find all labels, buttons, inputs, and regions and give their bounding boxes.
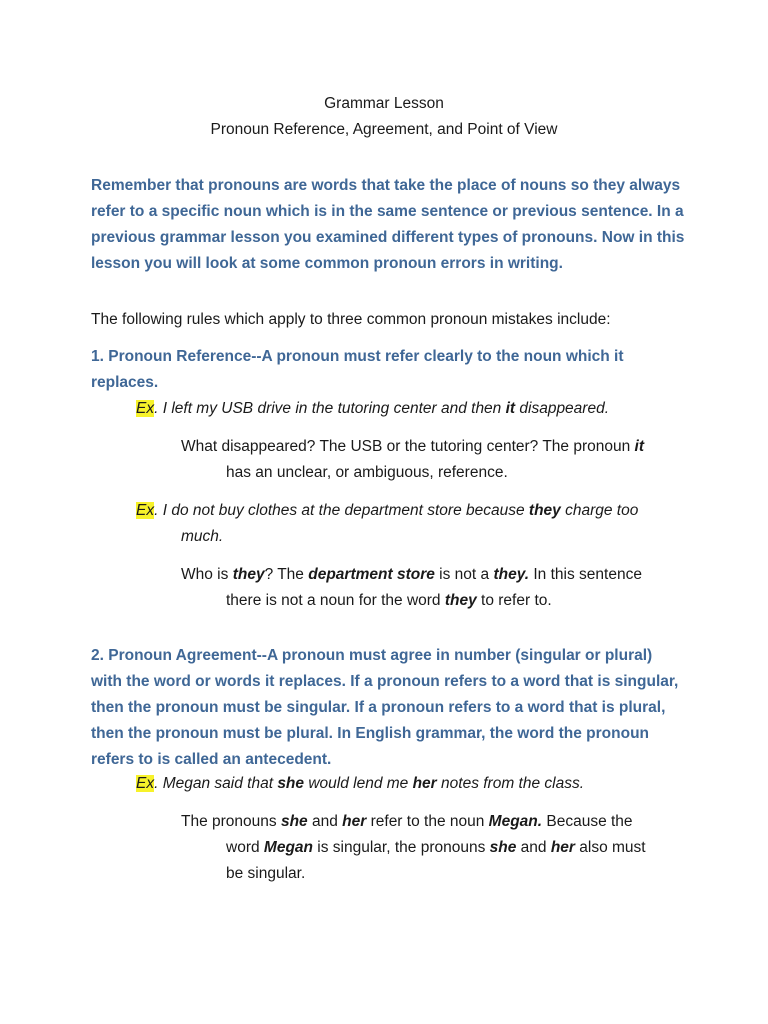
rule2-heading-line-2: with the word or words it replaces. If a pronoun refers to a word that is singular, <box>91 673 679 690</box>
rule1-heading-line-1: 1. Pronoun Reference--A pronoun must refer clearly to the noun which it <box>91 348 624 365</box>
example-marker: Ex <box>136 400 155 417</box>
intro-line-4: lesson you will look at some common pronoun errors in writing. <box>91 255 563 272</box>
example-marker: Ex <box>136 775 155 792</box>
rule1-example-2-continuation: much. <box>181 528 224 545</box>
rule2-heading-line-5: refers to is called an antecedent. <box>91 751 332 768</box>
intro-line-2: refer to a specific noun which is in the same sentence or previous sentence. In a <box>91 203 684 220</box>
title-line-2: Pronoun Reference, Agreement, and Point of View <box>210 121 558 138</box>
rule1-example-2: Ex. I do not buy clothes at the department store because they charge too <box>136 502 639 519</box>
rule1-example-1: Ex. I left my USB drive in the tutoring center and then it disappeared. <box>136 400 610 417</box>
title-line-1: Grammar Lesson <box>324 95 444 112</box>
rule2-heading-line-4: then the pronoun must be plural. In English grammar, the word the pronoun <box>91 725 650 742</box>
rule1-example-1-explanation-2: has an unclear, or ambiguous, reference. <box>226 464 508 481</box>
rule2-example-1-explanation-1: The pronouns she and her refer to the noun Megan. Because the <box>181 813 633 830</box>
intro-line-1: Remember that pronouns are words that take the place of nouns so they always <box>91 177 681 194</box>
rule2-example-1: Ex. Megan said that she would lend me her notes from the class. <box>136 775 585 792</box>
rule2-example-1-explanation-3: be singular. <box>226 865 306 882</box>
rule1-example-1-explanation-1: What disappeared? The USB or the tutoring center? The pronoun it <box>181 438 644 455</box>
rule1-example-2-explanation-1: Who is they? The department store is not a they. In this sentence <box>181 566 642 583</box>
rule2-example-1-explanation-2: word Megan is singular, the pronouns she and her also must <box>226 839 646 856</box>
rules-intro: The following rules which apply to three common pronoun mistakes include: <box>91 311 611 328</box>
rule1-example-2-explanation-2: there is not a noun for the word they to refer to. <box>226 592 552 609</box>
rule2-heading-line-3: then the pronoun must be singular. If a pronoun refers to a word that is plural, <box>91 699 666 716</box>
rule2-heading-line-1: 2. Pronoun Agreement--A pronoun must agree in number (singular or plural) <box>91 647 653 664</box>
example-marker: Ex <box>136 502 155 519</box>
rule1-heading-line-2: replaces. <box>91 374 159 391</box>
intro-line-3: previous grammar lesson you examined different types of pronouns. Now in this <box>91 229 685 246</box>
